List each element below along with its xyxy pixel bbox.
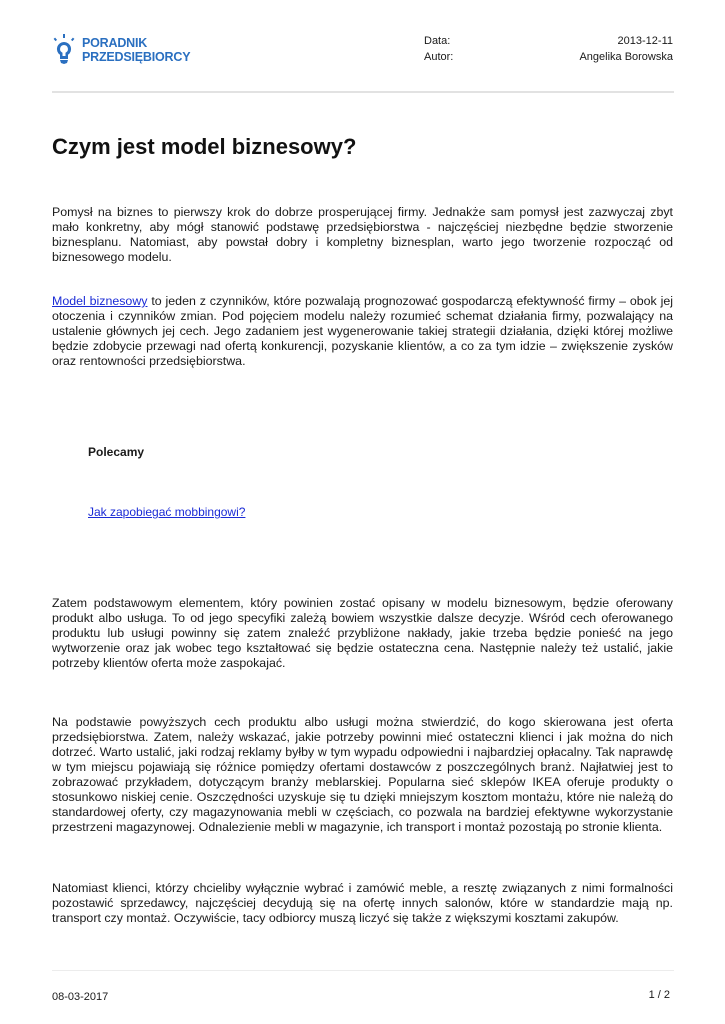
date-value: 2013-12-11 xyxy=(617,35,673,47)
logo xyxy=(52,34,190,66)
logo-line-2: PRZEDSIĘBIORCY xyxy=(82,50,191,64)
lightbulb-icon xyxy=(52,34,76,66)
recommended-article-link[interactable]: Jak zapobiegać mobbingowi? xyxy=(88,505,246,519)
paragraph-2 xyxy=(52,294,673,369)
paragraph-5: Natomiast klienci, którzy chcieliby wyłącznie wybrać i zamówić meble, a resztę związanych z nimi formalności pozostawić sprzedawcy, najczęściej decydują się na ofertę innych salonów, które w standardzie mają np. transport czy montaż. Oczywiście, tacy odbiorcy muszą liczyć się także z większymi kosztami zakupów. xyxy=(52,881,673,925)
logo-line-1: PORADNIK xyxy=(82,36,148,50)
paragraph-4: Na podstawie powyższych cech produktu albo usługi można stwierdzić, do kogo skierowana jest oferta przedsiębiorstwa. Zatem, należy wskazać, jakie potrzeby powinni mieć ostateczni klienci i jak można do nich dotrzeć. Warto ustalić, jaki rodzaj reklamy byłby w tym wypadu odpowiedni i najbardziej opłacalny. Tak naprawdę w tym miejscu pojawiają się różnice pomiędzy ofertami dostawców z poszczególnych branż. Najłatwiej jest to zobrazować przykładem, dotyczącym branży meblarskiej. Popularna sieć sklepów IKEA oferuje produkty o stosunkowo niskiej cenie. Oszczędności uzyskuje się tu dzięki mniejszym kosztom montażu, które nie należą do standardowej oferty, czy magazynowania mebli w częściach, co pozwala na bardziej efektywne wykorzystanie przestrzeni magazynowej. Odnalezienie mebli w magazynie, ich transport i montaż pozostają po stronie klienta. xyxy=(52,715,673,834)
author-value: Angelika Borowska xyxy=(579,51,673,63)
page-title: Czym jest model biznesowy? xyxy=(52,134,357,159)
document-meta xyxy=(424,33,673,65)
footer-divider xyxy=(52,970,674,971)
date-label: Data: xyxy=(424,35,451,47)
header-divider xyxy=(52,91,674,93)
paragraph-2-text: to jeden z czynników, które pozwalają prognozować gospodarczą efektywność firmy – obok jej otoczenia i czynników zmian. Pod pojęciem modelu należy rozumieć schemat działania firmy, pozwalający na ustalenie głównych jej cech. Jego zadaniem jest wygenerowanie takiej strategii działania, dzięki której możliwe będzie zdobycie przewagi nad ofertą konkurencji, pozyskanie klientów, a co za tym idzie – zwiększenie zysków oraz rentowności przedsiębiorstwa. xyxy=(52,294,673,368)
paragraph-3: Zatem podstawowym elementem, który powinien zostać opisany w modelu biznesowym, będzie oferowany produkt albo usługa. To od jego specyfiki zależą bowiem wszystkie dalsze decyzje. Wśród cech oferowanego produktu lub usługi powinny się zatem znaleźć przybliżone nakłady, jakie trzeba będzie ponieść na jego wytworzenie oraz jak wobec tego kształtować się będzie ostateczna cena. Następnie należy też ustalić, jakie potrzeby klientów oferta może zaspokajać. xyxy=(52,596,673,670)
author-label: Autor: xyxy=(424,51,454,63)
footer-date: 08-03-2017 xyxy=(52,991,109,1003)
model-biznesowy-link[interactable]: Model biznesowy xyxy=(52,294,148,308)
page-number: 1 / 2 xyxy=(648,989,670,1001)
paragraph-1: Pomysł na biznes to pierwszy krok do dobrze prosperującej firmy. Jednakże sam pomysł jest zazwyczaj zbyt mało konkretny, aby mógł stanowić podstawę przedsiębiorstwa - najczęściej niezbędne będzie stworzenie biznesplanu. Natomiast, aby powstał dobry i kompletny biznesplan, warto jego tworzenie rozpocząć od biznesowego modelu. xyxy=(52,205,673,264)
recommended-heading: Polecamy xyxy=(88,445,145,459)
